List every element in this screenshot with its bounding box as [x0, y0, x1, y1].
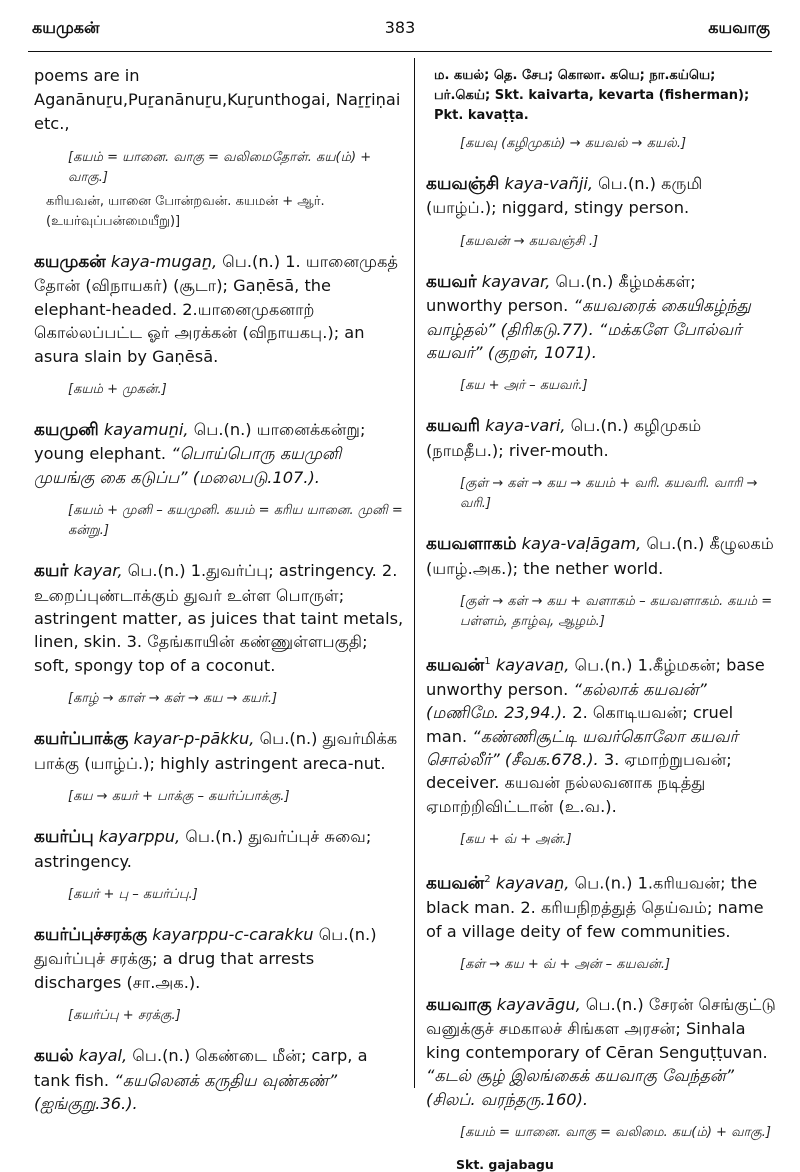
definition: பெ.(n.) 1.கரியவன்; the black man. 2. கரியநிறத்துத் தெய்வம்; name of a village deity of few communities.	[426, 873, 764, 941]
etymology: [கயம் + முகன்.]	[68, 382, 167, 398]
left-column	[34, 64, 404, 1127]
entry-kayavar	[426, 270, 776, 365]
sanskrit-cognate: Skt. gajabagu	[456, 1156, 554, 1172]
etymology: [கயம் + முனி – கயமுனி. கயம் = கரிய யானை. முனி = கன்று.]	[68, 503, 403, 539]
headword: கயவாகு	[426, 994, 492, 1015]
etymology: [கய + வ் + அன்.]	[460, 832, 572, 848]
headword: கயர்ப்புச்சரக்கு	[34, 924, 148, 945]
entry-kayavalagam	[426, 532, 776, 580]
entry-kayar	[34, 559, 404, 677]
etymology: [கயவன் → கயவஞ்சி .]	[460, 233, 599, 249]
entry-kayarppakku	[34, 727, 404, 775]
romanization: kayamuṉi,	[103, 420, 189, 440]
citation: “கயலெனக் கருதிய வுண்கண்” (ஐங்குறு.36.).	[34, 1070, 338, 1113]
definition: பெ.(n.) 1. யானைமுகத் தோன் (விநாயகர்) (சூடா); Gaṇēsā, the elephant-headed. 2.யானைமுகனாற் கொல்லப்பட்ட ஓர் அரக்கன் (விநாயகபு.); an asura slain by Gaṇēsā.	[34, 252, 399, 366]
etymology: [கய + அர் – கயவர்.]	[460, 378, 588, 394]
entry-kayavan-1	[426, 650, 776, 818]
headword: கயவஞ்சி	[426, 174, 500, 194]
entry-kayamuni	[34, 418, 404, 489]
etymology: [கயவு (கழிமுகம்) → கயவல் → கயல்.]	[460, 136, 687, 151]
etymology: [காழ் → காள் → கள் → கய → கயர்.]	[68, 691, 278, 707]
entry-kayavanji	[426, 172, 776, 220]
definition: பெ.(n.) துவர்ப்புச் சரக்கு; a drug that arrests discharges (சா.அக.).	[34, 924, 377, 992]
etymology: [கயம் = யானை. வாகு = வலிமைதோள். கய(ம்) + வாகு.]	[68, 150, 372, 185]
entry-kayal	[34, 1044, 404, 1115]
romanization: kayarppu,	[98, 827, 181, 847]
definition: பெ.(n.) 1.துவர்ப்பு; astringency. 2. உறைப்புண்டாக்கும் துவர் உள்ள பொருள்; astringent matter, as juices that taint metals, linen, skin. 3. தேங்காயின் கண்ணுள்ளபகுதி; soft, spongy top of a coconut.	[34, 561, 404, 675]
column-divider	[414, 58, 415, 1088]
homonym-number: 2	[484, 874, 491, 886]
romanization: kayarppu-c-carakku	[152, 924, 314, 944]
headword: கயவளாகம்	[426, 534, 517, 555]
header-right-word: கயவாகு	[708, 18, 770, 37]
definition: பெ.(n.) யானைக்கன்று; young elephant.	[34, 420, 366, 464]
etymology: [கயர்ப்பு + சரக்கு.]	[68, 1008, 181, 1024]
definition: பெ.(n.) கருமி (யாழ்ப்.); niggard, stingy person.	[426, 174, 703, 218]
etymology: [குள் → கள் → கய → கயம் + வரி. கயவரி. வாரி → வரி.]	[460, 476, 758, 512]
headword: கயவன்	[426, 655, 485, 676]
definition-3: 3. ஏமாற்றுபவன்; deceiver. கயவன் நல்லவனாக நடித்து ஏமாற்றிவிட்டான் (உ.வ.).	[426, 750, 732, 816]
romanization: kaya-vañji,	[504, 174, 593, 193]
headword: கயமுனி	[34, 420, 99, 441]
etymology: [கய → கயர் + பாக்கு – கயர்ப்பாக்கு.]	[68, 789, 290, 805]
definition: பெ.(n.) சேரன் செங்குட்டு வனுக்குச் சமகாலச் சிங்கள அரசன்; Sinhala king contemporary of Cēran Senguṭṭuvan.	[426, 994, 776, 1062]
romanization: kaya-vaḷāgam,	[521, 534, 642, 554]
citation: “கயவரைக் கையிகழ்ந்து வாழ்தல்” (திரிகடு.77). “மக்களே போல்வர் கயவர்” (குறள், 1071).	[426, 296, 751, 363]
entry-kayarppuccarakku	[34, 923, 404, 994]
homonym-number: 1	[484, 656, 491, 668]
citation: “கல்லாக் கயவன்” (மணிமே. 23,94.).	[426, 679, 707, 723]
romanization: kaya-mugaṉ,	[110, 252, 218, 271]
etymology: [குள் → கள் → கய + வளாகம் – கயவளாகம். கயம் = பள்ளம், தாழ்வு, ஆழம்.]	[460, 594, 773, 630]
headword: கயமுகன்	[34, 252, 106, 272]
entry-kayavan-2	[426, 868, 776, 943]
headword: கயர்ப்பாக்கு	[34, 729, 129, 750]
entry-kayarppu	[34, 825, 404, 873]
etymology: [கயர் + பு – கயர்ப்பு.]	[68, 886, 198, 902]
entry-kayavagu	[426, 993, 776, 1111]
page-header	[0, 0, 800, 58]
header-rule	[28, 51, 772, 52]
headword: கயவரி	[426, 416, 480, 437]
headword: கயர்	[34, 561, 69, 582]
etymology-note: கரியவன், யானை போன்றவன். கயமன் + ஆர். (உயர்வுப்பன்மையீறு)]	[46, 194, 325, 229]
citation: “கடல் சூழ் இலங்கைக் கயவாகு வேந்தன்” (சிலப். வரந்தரு.160).	[426, 1066, 735, 1109]
page-number: 383	[384, 18, 416, 37]
entry-kayavari	[426, 414, 776, 462]
definition: பெ.(n.) 1.கீழ்மகன்; base unworthy person.	[426, 655, 765, 699]
headword: கயல்	[34, 1046, 74, 1067]
etymology: [கயம் = யானை. வாகு = வலிமை. கய(ம்) + வாகு.]	[460, 1124, 771, 1140]
citation: “பொய்பொரு கயமுனி முயங்கு கை கடுப்ப” (மலைபடு.107.).	[34, 444, 342, 487]
etymology: [கள் → கய + வ் + அன் – கயவன்.]	[460, 956, 671, 972]
headword: கயவன்	[426, 873, 485, 894]
definition: பெ.(n.) துவர்ப்புச் சுவை; astringency.	[34, 827, 372, 871]
right-column	[426, 64, 776, 1172]
romanization: kayal,	[78, 1046, 128, 1066]
entry-kayamugan	[34, 250, 404, 368]
headword: கயர்ப்பு	[34, 827, 94, 848]
headword: கயவர்	[426, 271, 477, 292]
definition: பெ.(n.) துவர்மிக்க பாக்கு (யாழ்ப்.); highly astringent areca-nut.	[34, 729, 398, 773]
definition: பெ.(n.) கெண்டை மீன்; carp, a tank fish.	[34, 1046, 368, 1090]
definition: பெ.(n.) கழிமுகம் (நாமதீப.); river-mouth.	[426, 416, 702, 460]
definition: பெ.(n.) கீழ்மக்கள்; unworthy person.	[426, 271, 696, 316]
continuation-text: poems are in Aganānuṟu,Puṟanānuṟu,Kuṟunthogai, Naṟṟiṇai etc.,	[34, 66, 401, 133]
header-left-word: கயமுகன்	[32, 18, 100, 37]
cognates: ம. கயல்; தெ. சேப; கொலா. கயெ; நா.கய்யெ; பர்.கெய்; Skt. kaivarta, kevarta (fisherman); Pkt. kavaṭṭa.	[434, 68, 750, 123]
romanization: kayavar,	[481, 271, 551, 291]
citation-2: “கண்ணிசூட்டி யவர்கொலோ கயவர் சொல்லீர்” (சீவக.678.).	[426, 726, 739, 770]
romanization: kayavāgu,	[496, 994, 581, 1014]
romanization: kayavaṉ,	[495, 655, 570, 675]
romanization: kayar,	[73, 561, 123, 581]
definition-2: 2. கொடியவன்; cruel man.	[426, 703, 734, 746]
romanization: kayar-p-pākku,	[133, 729, 255, 749]
romanization: kayavaṉ,	[495, 873, 570, 893]
romanization: kaya-vari,	[485, 416, 566, 436]
definition: பெ.(n.) கீழுலகம் (யாழ்.அக.); the nether world.	[426, 534, 774, 578]
